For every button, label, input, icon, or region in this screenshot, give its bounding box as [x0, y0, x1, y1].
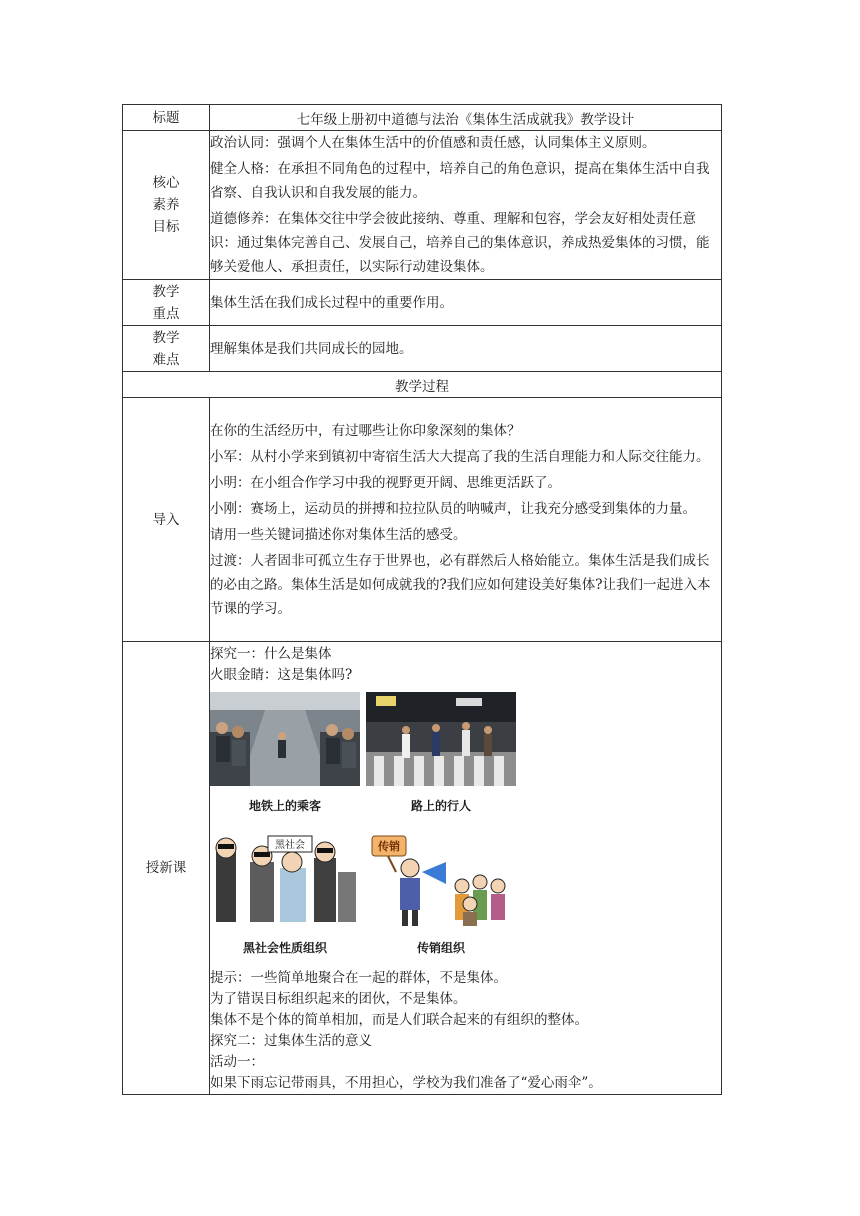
hint-3: 集体不是个体的简单相加，而是人们联合起来的有组织的整体。 — [210, 1012, 588, 1028]
new-lesson-label: 授新课 — [123, 642, 210, 1095]
key-point-label-line: 教学 — [152, 283, 180, 300]
explore-one-heading: 探究一：什么是集体 — [210, 646, 332, 662]
hint-2: 为了错误目标组织起来的团伙，不是集体。 — [210, 991, 467, 1007]
mlm-figure — [366, 832, 516, 960]
difficulty-label — [123, 326, 210, 372]
goal-personality: 健全人格：在承担不同角色的过程中，培养自己的角色意识，提高在集体生活中自我省察、自我认识和自我发展的能力。 — [210, 161, 710, 201]
hint-1: 提示：一些简单地聚合在一起的群体，不是集体。 — [210, 970, 507, 986]
caption-street: 路上的行人 — [410, 799, 471, 813]
intro-question: 在你的生活经历中，有过哪些让你印象深刻的集体？ — [210, 422, 521, 439]
new-lesson-content — [210, 642, 722, 1095]
page-title: 七年级上册初中道德与法治《集体生活成就我》教学设计 — [210, 105, 722, 131]
process-heading: 教学过程 — [123, 372, 722, 398]
explore-two-heading: 探究二：过集体生活的意义 — [210, 1033, 372, 1049]
caption-mlm: 传销组织 — [416, 941, 465, 955]
intro-label: 导入 — [123, 398, 210, 642]
activity-heading: 活动一： — [210, 1054, 264, 1070]
difficulty-label-line: 难点 — [152, 351, 180, 368]
difficulty-text: 理解集体是我们共同成长的园地。 — [210, 326, 722, 372]
subway-figure — [210, 692, 360, 818]
intro-transition: 过渡：人者固非可孤立生存于世界也，必有群然后人格始能立。集体生活是我们成长的必由之路。集体生活是如何成就我的?我们应如何建设美好集体?让我们一起进入本节课的学习。 — [210, 552, 711, 617]
intro-content — [210, 398, 722, 642]
caption-gang: 黑社会性质组织 — [242, 941, 327, 955]
street-figure — [366, 692, 516, 818]
core-label-line: 素养 — [152, 197, 180, 213]
intro-xiaoming: 小明：在小组合作学习中我的视野更开阔、思维更活跃了。 — [210, 474, 561, 491]
image-row-top — [210, 692, 721, 818]
gang-figure — [210, 832, 360, 960]
title-label: 标题 — [123, 105, 210, 131]
core-goals-content — [210, 131, 722, 280]
gang-cartoon-icon — [210, 832, 360, 928]
lesson-plan-table — [122, 104, 722, 1095]
street-pedestrians-photo-icon — [366, 692, 516, 786]
core-label-line: 目标 — [152, 219, 180, 235]
difficulty-label-line: 教学 — [152, 329, 180, 346]
gang-sign-text: 黑社会 — [275, 840, 305, 851]
goal-morality: 道德修养：在集体交往中学会彼此接纳、尊重、理解和包容，学会友好相处责任意识：通过集体完善自己、发展自己，培养自己的集体意识，养成热爱集体的习惯，能够关爱他人、承担责任，以实际行动建设集体。 — [210, 211, 710, 275]
image-row-bottom — [210, 832, 721, 960]
key-point-text: 集体生活在我们成长过程中的重要作用。 — [210, 280, 722, 326]
key-point-label — [123, 280, 210, 326]
intro-xiaojun: 小军：从村小学来到镇初中寄宿生活大大提高了我的生活自理能力和人际交往能力。 — [210, 448, 710, 465]
core-goals-label — [123, 131, 210, 280]
explore-one-question: 火眼金睛：这是集体吗? — [210, 667, 353, 683]
intro-xiaogang: 小刚：赛场上，运动员的拼搏和拉拉队员的呐喊声，让我充分感受到集体的力量。 — [210, 500, 696, 517]
core-label-line: 核心 — [152, 175, 180, 191]
subway-passengers-photo-icon — [210, 692, 360, 786]
goal-political: 政治认同：强调个人在集体生活中的价值感和责任感，认同集体主义原则。 — [210, 135, 656, 151]
mlm-sign-text: 传销 — [378, 840, 400, 853]
pyramid-scheme-cartoon-icon — [366, 832, 516, 928]
activity-text: 如果下雨忘记带雨具，不用担心，学校为我们准备了“爱心雨伞”。 — [210, 1075, 602, 1091]
key-point-label-line: 重点 — [152, 305, 180, 322]
caption-subway: 地铁上的乘客 — [248, 799, 321, 813]
intro-keywords: 请用一些关键词描述你对集体生活的感受。 — [210, 526, 467, 543]
